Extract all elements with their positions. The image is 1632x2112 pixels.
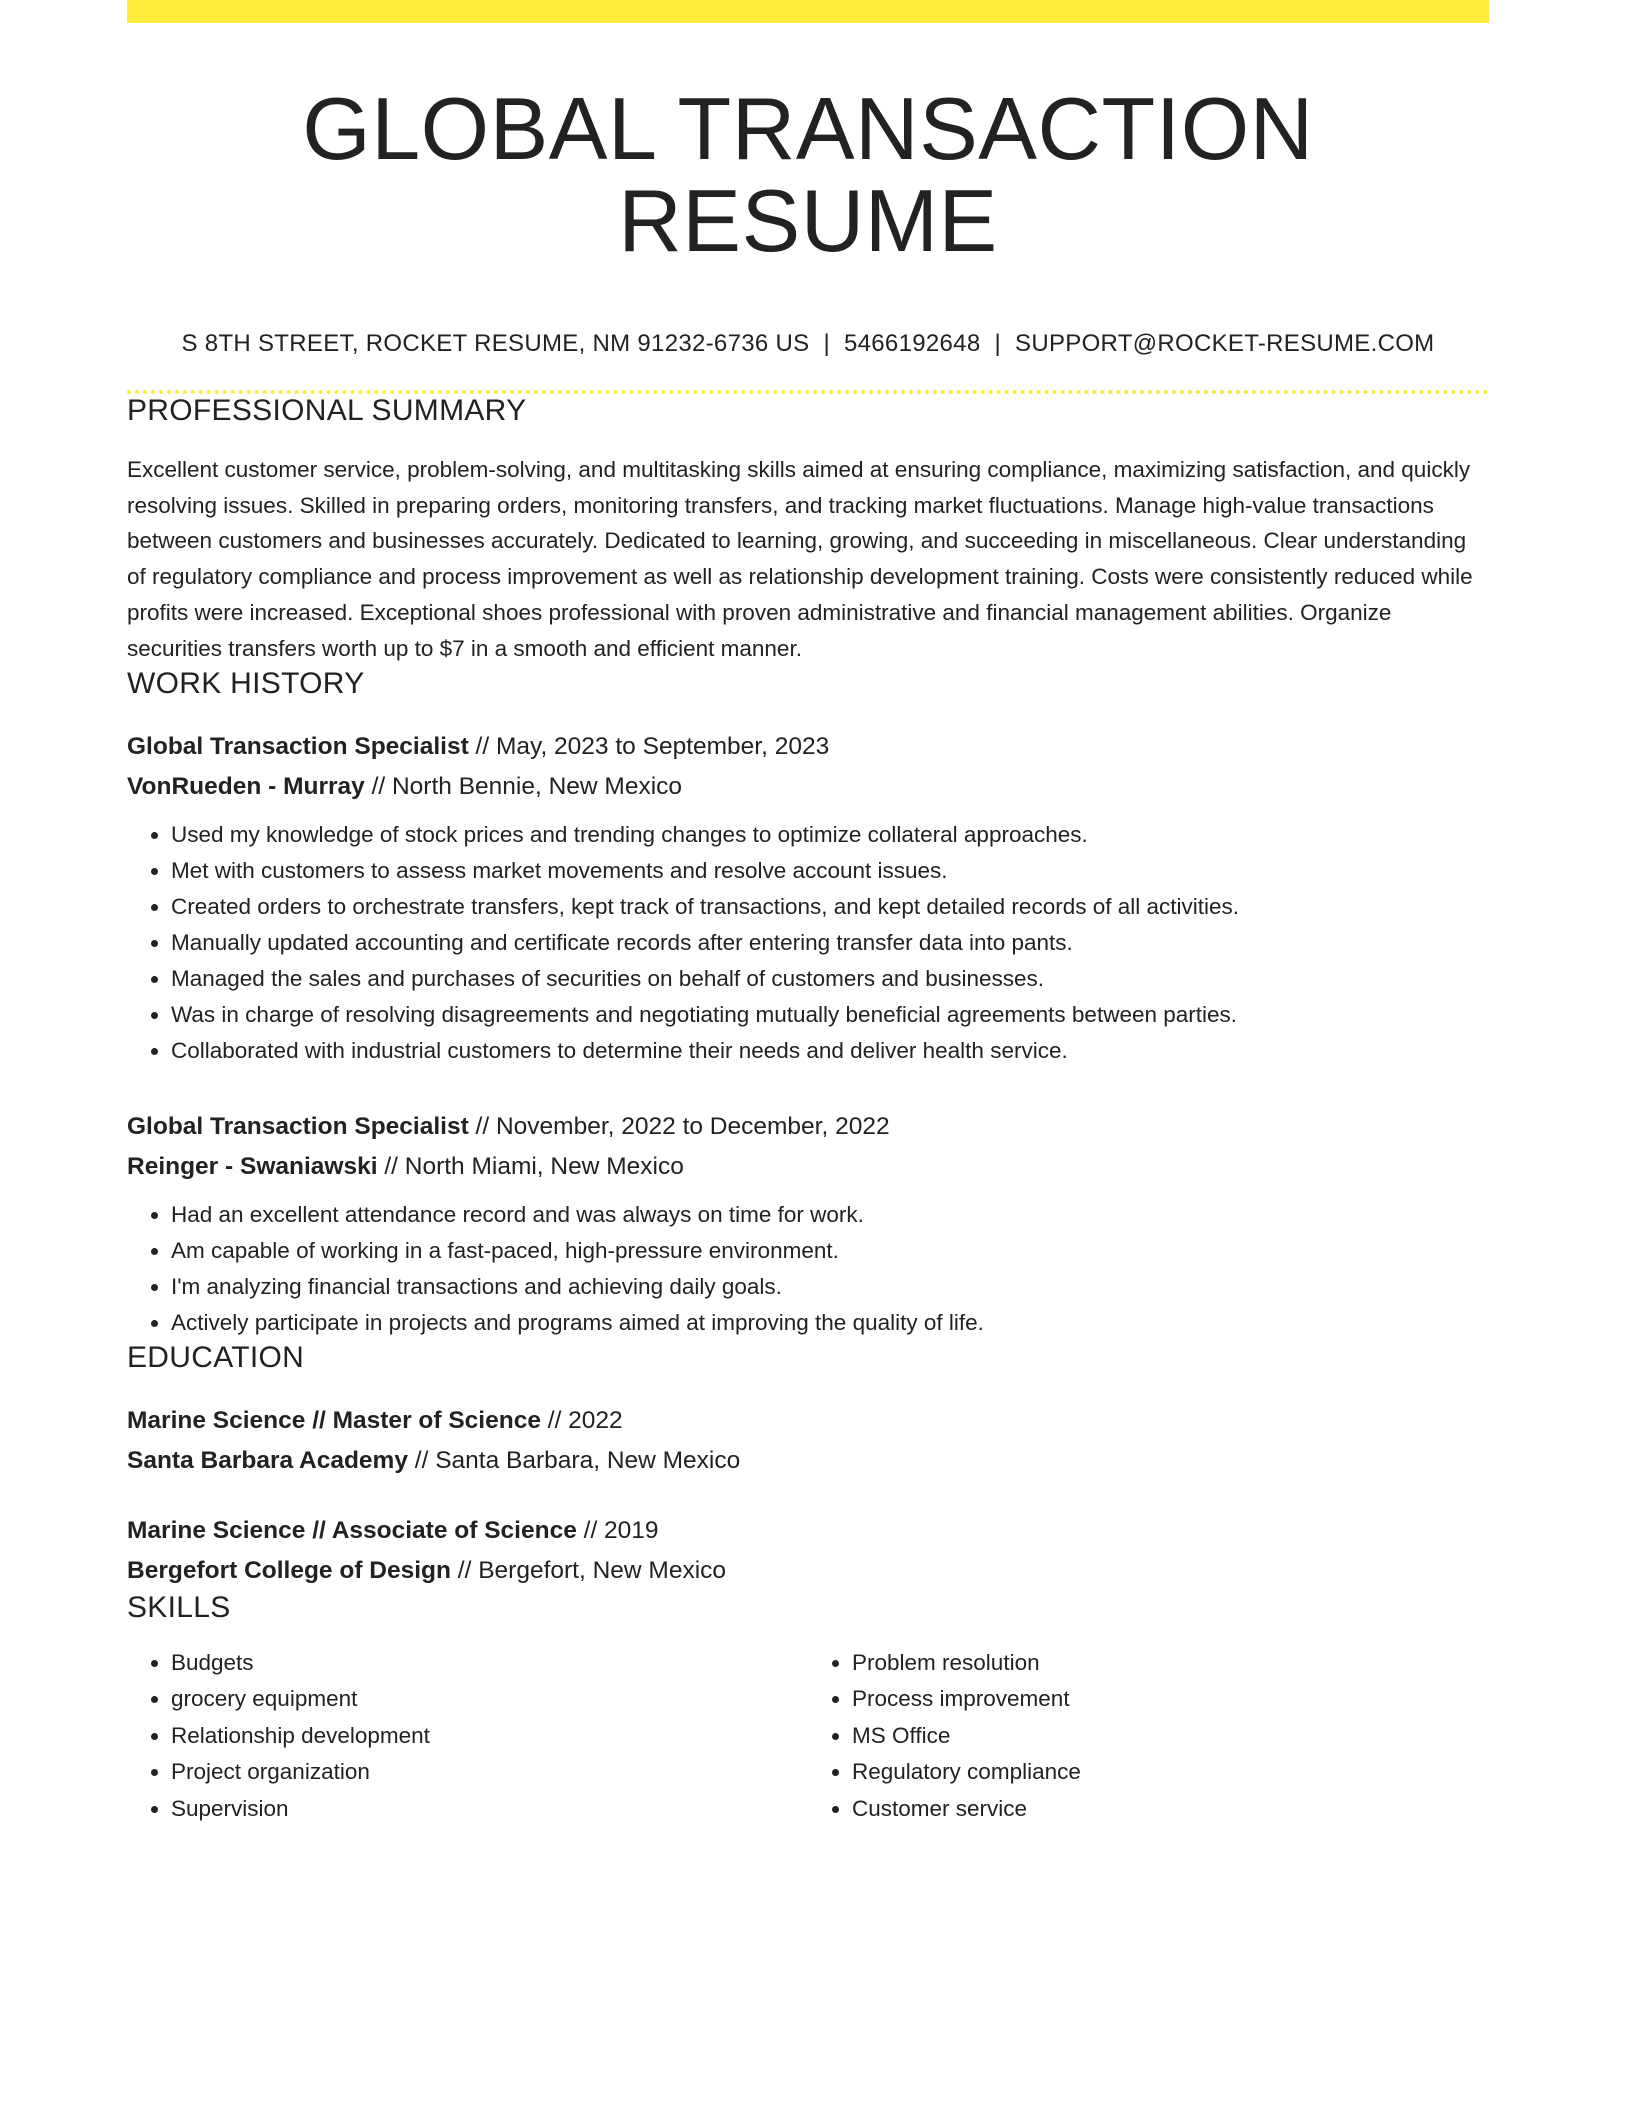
skill-item: • Supervision (171, 1791, 808, 1828)
degree: Marine Science // Master of Science (127, 1406, 541, 1434)
list-item: • Collaborated with industrial customers to determine their needs and deliver health service. (171, 1033, 1489, 1069)
skill-item: • Relationship development (171, 1718, 808, 1755)
list-item: • Manually updated accounting and certificate records after entering transfer data into pants. (171, 925, 1489, 961)
school-line (127, 1551, 1489, 1591)
contact-separator: | (823, 329, 830, 357)
school-name: Santa Barbara Academy (127, 1446, 408, 1474)
school-name: Bergefort College of Design (127, 1556, 451, 1584)
job-bullets (127, 1197, 1489, 1341)
skills-column-right (808, 1645, 1489, 1828)
job-dates: // November, 2022 to December, 2022 (468, 1112, 890, 1140)
section-title-skills: SKILLS (127, 1590, 231, 1624)
job-company-line (127, 1147, 1489, 1187)
graduation-year: // 2022 (540, 1406, 623, 1434)
skill-item: • Project organization (171, 1754, 808, 1791)
list-item: • Created orders to orchestrate transfers, kept track of transactions, and kept detailed records of all activities. (171, 889, 1489, 925)
job-position: Global Transaction Specialist (127, 1112, 469, 1140)
job-company: VonRueden - Murray (127, 772, 365, 800)
graduation-year: // 2019 (576, 1516, 659, 1544)
summary-text: Excellent customer service, problem-solving, and multitasking skills aimed at ensuring compliance, maximizing satisfaction, and quickly resolving issues. Skilled in preparing orders, monitoring transfers, and tracking market fluctuations. Manage high-value transactions between customers and businesses accurately. Dedicated to learning, growing, and succeeding in miscellaneous. Clear understanding of regulatory compliance and process improvement as well as relationship development training. Costs were consistently reduced while profits were increased. Exceptional shoes professional with proven administrative and financial management abilities. Organize securities transfers worth up to $7 in a smooth and efficient manner. (127, 456, 1473, 661)
contact-separator: | (994, 329, 1002, 357)
skill-item: • grocery equipment (171, 1681, 808, 1718)
job-location: // North Miami, New Mexico (377, 1152, 684, 1180)
school-location: // Santa Barbara, New Mexico (407, 1446, 741, 1474)
job-dates: // May, 2023 to September, 2023 (468, 732, 830, 760)
email: SUPPORT@ROCKET-RESUME.COM (1015, 329, 1435, 357)
skill-item: • Regulatory compliance (852, 1754, 1489, 1791)
job-entry (127, 727, 1489, 1069)
job-company-line (127, 767, 1489, 807)
contact-line (127, 330, 1489, 358)
skill-item: • Budgets (171, 1645, 808, 1682)
list-item: • Actively participate in projects and programs aimed at improving the quality of life. (171, 1305, 1489, 1341)
degree-line (127, 1511, 1489, 1551)
section-title-work-history: WORK HISTORY (127, 666, 365, 700)
skill-item: • Customer service (852, 1791, 1489, 1828)
degree-line (127, 1401, 1489, 1441)
accent-top-bar (127, 0, 1489, 23)
job-title-line (127, 1107, 1489, 1147)
list-item: • Met with customers to assess market movements and resolve account issues. (171, 853, 1489, 889)
school-location: // Bergefort, New Mexico (450, 1556, 727, 1584)
education-entry (127, 1511, 1489, 1591)
job-location: // North Bennie, New Mexico (364, 772, 683, 800)
section-title-education: EDUCATION (127, 1340, 305, 1374)
job-title-line (127, 727, 1489, 767)
address: S 8TH STREET, ROCKET RESUME, NM 91232-6736 US (181, 329, 810, 357)
job-position: Global Transaction Specialist (127, 732, 469, 760)
section-title-summary: PROFESSIONAL SUMMARY (127, 393, 527, 427)
list-item: • I'm analyzing financial transactions and achieving daily goals. (171, 1269, 1489, 1305)
job-bullets (127, 817, 1489, 1069)
school-line (127, 1441, 1489, 1481)
list-item: • Was in charge of resolving disagreements and negotiating mutually beneficial agreements between parties. (171, 997, 1489, 1033)
resume-title: GLOBAL TRANSACTION RESUME (302, 79, 1314, 271)
skill-item: • Problem resolution (852, 1645, 1489, 1682)
skills-column-left (127, 1645, 808, 1828)
resume-page (127, 0, 1489, 1827)
list-item: • Managed the sales and purchases of securities on behalf of customers and businesses. (171, 961, 1489, 997)
skills-list (127, 1645, 1489, 1828)
list-item: • Am capable of working in a fast-paced, high-pressure environment. (171, 1233, 1489, 1269)
job-entry (127, 1107, 1489, 1341)
list-item: • Used my knowledge of stock prices and trending changes to optimize collateral approaches. (171, 817, 1489, 853)
phone: 5466192648 (843, 329, 981, 357)
skill-item: • Process improvement (852, 1681, 1489, 1718)
skill-item: • MS Office (852, 1718, 1489, 1755)
list-item: • Had an excellent attendance record and was always on time for work. (171, 1197, 1489, 1233)
education-entry (127, 1401, 1489, 1481)
degree: Marine Science // Associate of Science (127, 1516, 577, 1544)
job-company: Reinger - Swaniawski (127, 1152, 378, 1180)
